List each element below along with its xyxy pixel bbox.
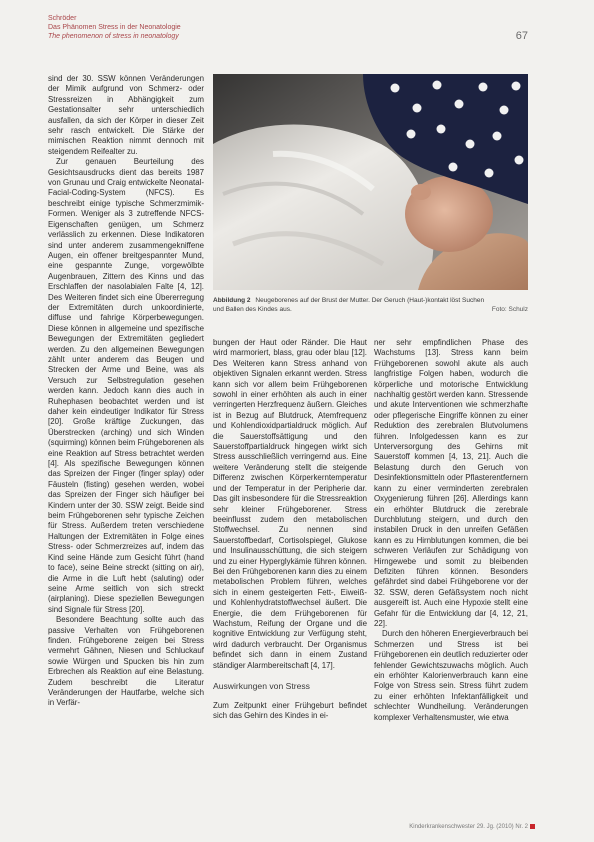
figure-caption <box>213 296 528 314</box>
hat-dot <box>391 84 400 93</box>
hat-dot <box>479 83 488 92</box>
body-paragraph: bungen der Haut oder Ränder. Die Haut wird marmoriert, blass, grau oder blau [12]. Des Weiteren kann Stress anhand von objektiven Signalen erkannt werden. Stress kann sich vor allem beim Frühgeborenen sowohl in einer erhöhten als auch in einer verringerten Herzfrequenz äußern. Gleiches ist in Bezug auf Blutdruck, Atemfrequenz und Kohlendioxidpartialdruck möglich. Auf die Sauerstoffsättigung und den Sauerstoffpartialdruck hingegen wirkt sich Stress ausschließlich verringernd aus. Eine weitere Veränderung stellt die steigende Differenz zwischen Körperkerntemperatur und der Temperatur in der Peripherie dar. Das gilt insbesondere für die Stressreaktion sehr kleiner Frühgeborener. Stress beeinflusst zudem den metabolischen Stoffwechsel. Zu nennen sind Sauerstoffbedarf, Cortisolspiegel, Glukose und Insulinausschüttung, die sich steigern und zu einer Hyperglykämie führen können. Bei den Frühgeborenen kann dies zu einem metabolischen Problem führen, welches sich in einem gesteigerten Fett-, Eiweiß- und Kohlenhydratstoffwechsel äußert. Die Energie, die dem Frühgeborenen für Wachstum, Reifung der Organe und die kognitive Entwicklung zur Verfügung steht, wird dadurch verbraucht. Der Organismus befindet sich dann in einem Zustand ständiger Alarmbereitschaft [4, 17]. <box>213 338 367 670</box>
hat-dot <box>433 81 442 90</box>
body-paragraph: Besondere Beachtung sollte auch das passive Verhalten von Frühgeborenen finden. Frühgeborene zeigen bei Stress vermehrt Gähnen, Niesen und Schluckauf sowie Würgen und Spucken bis hin zum Erbrechen als Reaktion auf eine Belastung. Zudem beschreibt die Literatur Veränderungen der Hautfarbe, welche sich in Verfär- <box>48 615 204 708</box>
figure-label: Abbildung 2 <box>213 297 251 304</box>
newborn-photo <box>213 74 528 290</box>
hat-dot <box>485 169 494 178</box>
figure-photo <box>213 74 528 290</box>
body-paragraph: Zur genauen Beurteilung des Gesichtsausdrucks dient das bereits 1987 von Grunau und Craig entwickelte Neonatal-Facial-Coding-System (NFCS). Es beschreibt einige typische Schmerzmimik-Formen. Weniger als 3 zutreffende NFCS-Eigenschaften genügen, um Schmerz verlässlich zu erkennen. Diese Indikatoren sind unter anderem zusammengekniffene Augen, ein offener breitgespannter Mund, eine gespannte Zunge, vorgewölbte Augenbrauen, Zittern des Kinns und das Erschlaffen der nasolabialen Falte [4, 12]. Des Weiteren findet sich eine Übererregung der Extremitäten durch unkoordinierte, diffuse und fahrige Körperbewegungen. Diese können in allgemeine und spezifische Bewegungen der Extremitäten gegliedert werden. Zu den allgemeinen Bewegungen zählt unter anderem das Beugen und Strecken der Arme und Beine, was als Versuch zur Selbstregulation gesehen werden kann. Jedoch kann dies auch in Ruhephasen beobachtet werden und ist daher kein eindeutiger Indikator für Stress [20]. Große kräftige Zuckungen, das Überstrecken (arching) und sich Winden (squirming) können beim Frühgeborenen als eine Reaktion auf Stress betrachtet werden [4]. Als spezifische Bewegungen können das Spreizen der Finger (finger splay) oder Fäusteln (fisting) gesehen werden, wobei das Spreizen der Finger sich häufiger bei Kindern unter der 30. SSW zeigt. Beide sind beim Frühgeborenen sehr typische Zeichen für Stress. Außerdem treten verschiedene Haltungen der Extremitäten in Folge eines Stress- oder Schmerzreizes auf, indem das Kind seine Hände zum Gesicht führt (hand to face), seine Beine streckt (sitting on air), die Arme in die Luft hebt (saluting) oder seine Arme seitlich von sich streckt (airplaning). Diese speziellen Bewegungen sind Signale für Stress [20]. <box>48 157 204 614</box>
hat-dot <box>515 156 524 165</box>
figure-caption-text: Neugeborenes auf der Brust der Mutter. Der Geruch (Haut-)kontakt löst Suchen und Ballen des Kindes aus. <box>213 297 485 313</box>
baby-ear <box>411 184 431 200</box>
text-column-left <box>48 74 204 812</box>
header-title-en: The phenomenon of stress in neonatology <box>48 33 179 40</box>
hat-dot <box>500 106 509 115</box>
hat-dot <box>449 163 458 172</box>
header-title-de: Das Phänomen Stress in der Neonatologie <box>48 24 181 31</box>
footer-square-mark <box>530 824 535 829</box>
body-paragraph: Zum Zeitpunkt einer Frühgeburt befindet sich das Gehirn des Kindes in ei- <box>213 701 367 721</box>
page-number: 67 <box>515 30 528 42</box>
hat-dot <box>437 125 446 134</box>
hat-dot <box>493 132 502 141</box>
running-header <box>48 14 181 41</box>
body-paragraph: sind der 30. SSW können Veränderungen der Mimik aufgrund von Schmerz- oder Stressreizen in Abhängigkeit zum Gestationsalter sehr unterschiedlich ausfallen, da sich der Körper in dieser Zeit sehr rasch entwickelt. Die Stärke der mimischen Reaktion nimmt dennoch mit steigendem Reifealter zu. <box>48 74 204 156</box>
header-author: Schröder <box>48 15 77 22</box>
body-paragraph: ner sehr empfindlichen Phase des Wachstums [13]. Stress kann beim Frühgeborenen sowohl akute als auch langfristige Folgen haben, wodurch die körperliche und motorische Entwicklung nachhaltig gestört werden kann. Stressende und akute Interventionen wie schmerzhafte oder pflegerische Eingriffe können zu einer Reduktion des zerebralen Blutvolumens führen. Infolgedessen kann es zur Unterversorgung des Gehirns mit Sauerstoff kommen [4, 13, 21]. Auch die Belastung durch den Geruch von Desinfektionsmitteln oder Pflasterentfernern kann zu einer verminderten zerebralen Oxygenierung führen [26]. Allerdings kann ein erhöhter Blutdruck die zerebrale Durchblutung steigern, und durch den instabilen Druck in den unreifen Gefäßen kann es zu Hirnblutungen kommen, die bei schweren Verläufen zur Schädigung von Hirngewebe und somit zu bleibenden Defiziten führen können. Besonders gefährdet sind dabei Frühgeborene vor der 32. SSW, deren Gefäßsystem noch nicht ausgereift ist. Auch eine Hypoxie stellt eine Gefahr für die Entwicklung dar [4, 12, 21, 22]. <box>374 338 528 628</box>
body-paragraph: Durch den höheren Energieverbrauch bei Schmerzen und Stress ist bei Frühgeborenen ein deutlich reduzierter oder fehlender Gewichtszuwachs möglich. Auch ein erhöhter Kalorienverbrauch kann eine Folge von Stress sein. Stress führt zudem zu einer erhöhten Infektanfälligkeit und schlechter Wundheilung. Veränderungen komplexer Verhaltensmuster, wie etwa <box>374 629 528 722</box>
hat-dot <box>466 140 475 149</box>
hat-dot <box>413 104 422 113</box>
text-column-right <box>374 338 528 806</box>
photo-credit: Foto: Schulz <box>491 306 528 313</box>
hat-dot <box>512 82 521 91</box>
hat-dot <box>455 100 464 109</box>
hat-dot <box>407 130 416 139</box>
text-column-middle <box>213 338 367 808</box>
journal-footer: Kinderkrankenschwester 29. Jg. (2010) Nr. 2 <box>409 824 528 830</box>
section-heading: Auswirkungen von Stress <box>213 681 310 691</box>
